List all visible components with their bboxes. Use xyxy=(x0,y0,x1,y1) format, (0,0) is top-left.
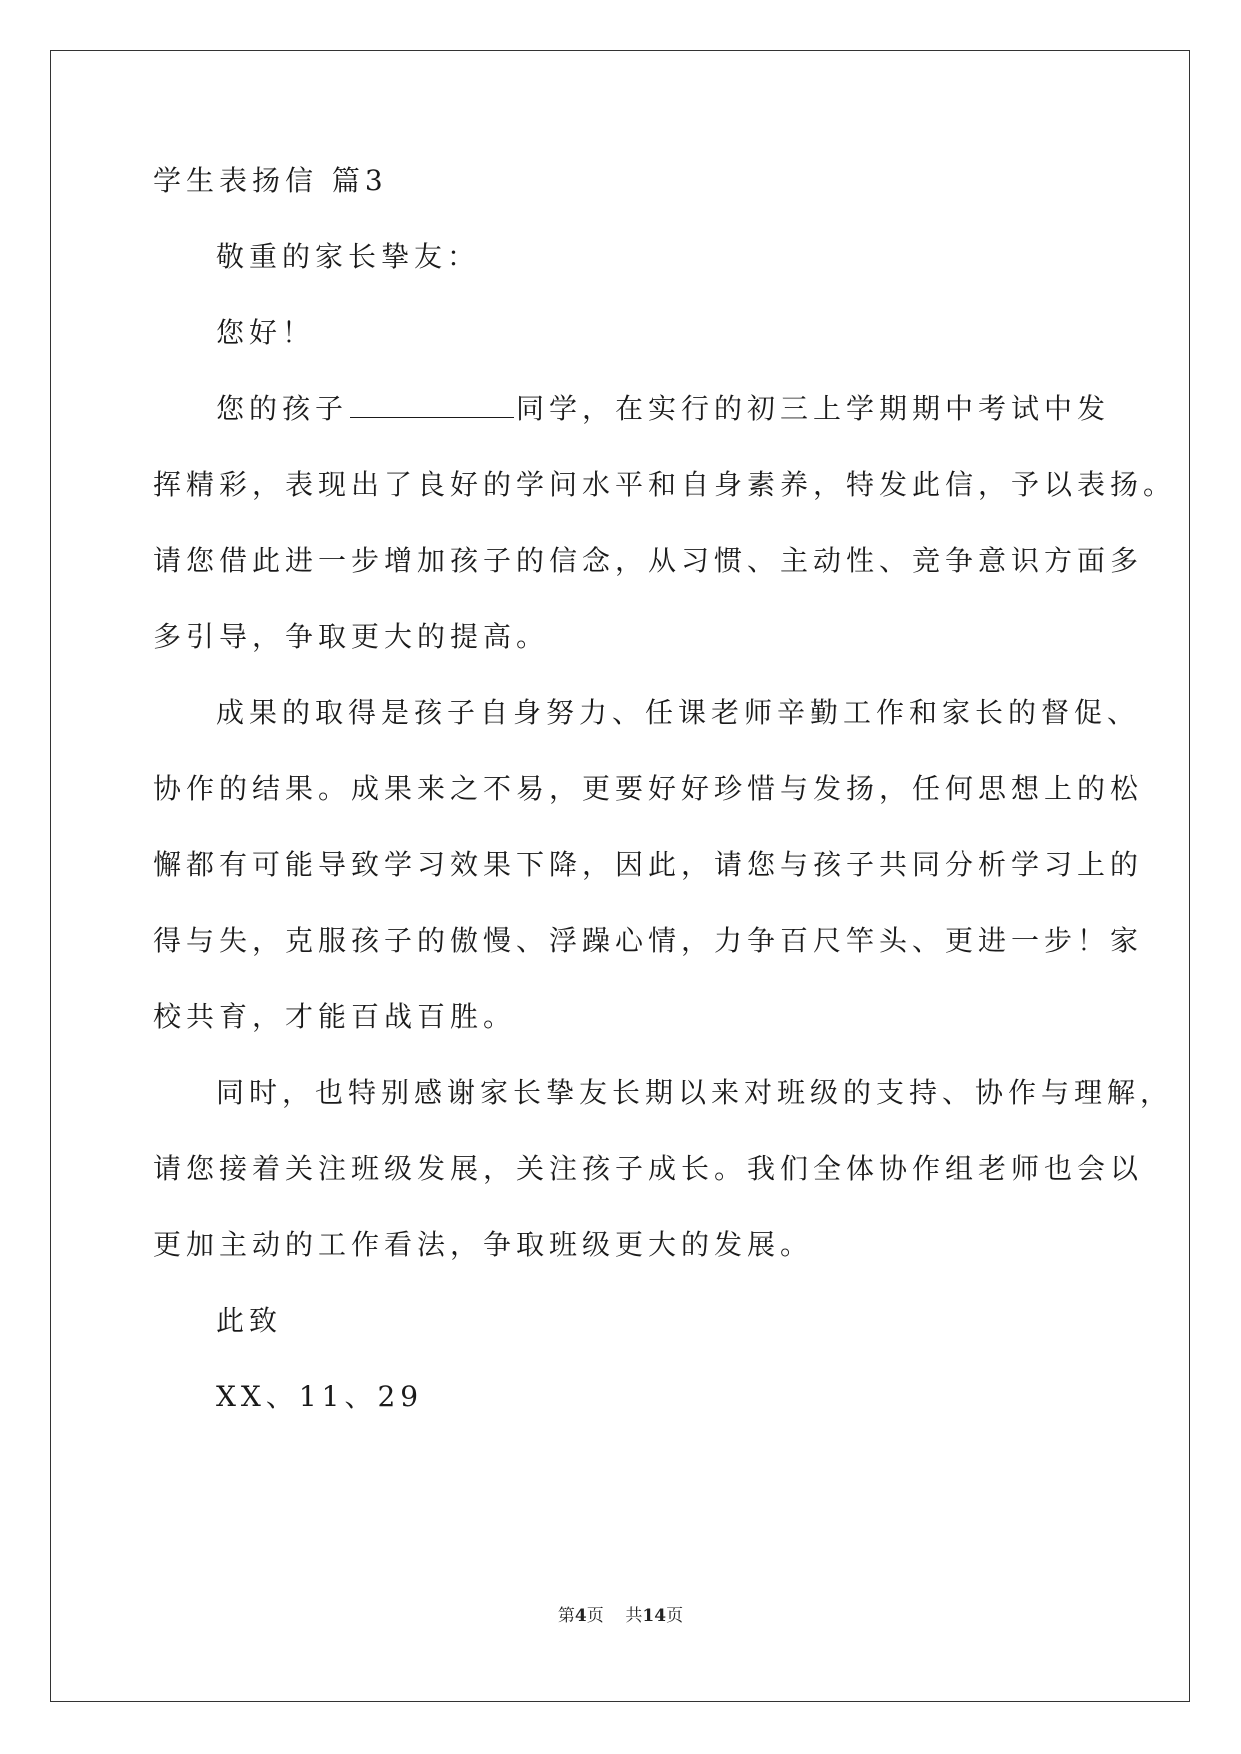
paragraph-1-line: 挥精彩，表现出了良好的学问水平和自身素养，特发此信，予以表扬。 xyxy=(153,468,1177,501)
salutation: 敬重的家长挚友： xyxy=(216,240,481,273)
paragraph-2-line: 懈都有可能导致学习效果下降，因此，请您与孩子共同分析学习上的 xyxy=(153,848,1144,881)
page-footer xyxy=(0,1601,1241,1626)
paragraph-3-line: 请您接着关注班级发展，关注孩子成长。我们全体协作组老师也会以 xyxy=(153,1152,1144,1185)
letter-heading: 学生表扬信 篇3 xyxy=(153,164,388,197)
paragraph-2-line: 校共育，才能百战百胜。 xyxy=(153,1000,517,1033)
paragraph-2-line: 得与失，克服孩子的傲慢、浮躁心情，力争百尺竿头、更进一步！家 xyxy=(153,924,1144,957)
footer-total-suffix: 页 xyxy=(666,1606,684,1626)
footer-page-suffix: 页 xyxy=(586,1606,604,1626)
paragraph-3-line: 同时，也特别感谢家长挚友长期以来对班级的支持、协作与理解， xyxy=(216,1076,1174,1109)
footer-prefix: 第 xyxy=(557,1606,575,1626)
letter-body xyxy=(153,164,1177,1413)
greeting: 您好！ xyxy=(216,316,316,349)
p1-after-blank-text: 同学，在实行的初三上学期期中考试中发 xyxy=(516,392,1111,425)
name-fill-blank xyxy=(350,393,514,418)
footer-total-pages: 14 xyxy=(642,1606,667,1626)
letter-date: XX、11、29 xyxy=(216,1380,424,1413)
paragraph-1-first-line xyxy=(153,392,1111,425)
p1-lead-text: 您的孩子 xyxy=(216,392,349,425)
paragraph-1-line: 请您借此进一步增加孩子的信念，从习惯、主动性、竞争意识方面多 xyxy=(153,544,1144,577)
paragraph-3-line: 更加主动的工作看法，争取班级更大的发展。 xyxy=(153,1228,814,1261)
footer-total-prefix: 共 xyxy=(625,1606,643,1626)
paragraph-2-line: 成果的取得是孩子自身努力、任课老师辛勤工作和家长的督促、 xyxy=(216,696,1141,729)
footer-page-number: 4 xyxy=(574,1606,587,1626)
closing: 此致 xyxy=(216,1304,283,1337)
paragraph-1-line: 多引导，争取更大的提高。 xyxy=(153,620,550,653)
paragraph-2-line: 协作的结果。成果来之不易，更要好好珍惜与发扬，任何思想上的松 xyxy=(153,772,1144,805)
